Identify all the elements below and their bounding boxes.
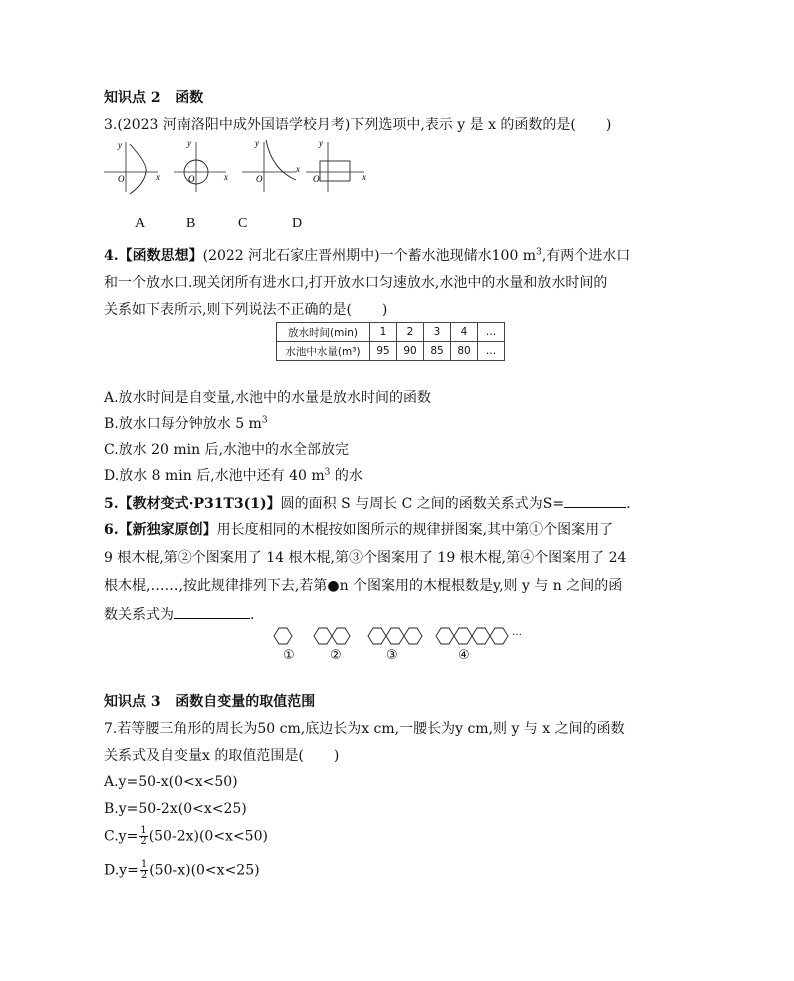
answer-blank[interactable] — [174, 604, 250, 619]
question-6-line-1: 6.【新独家原创】用长度相同的木棍按如图所示的规律拼图案,其中第①个图案用了 — [104, 522, 614, 538]
svg-text:O: O — [188, 174, 195, 184]
answer-blank[interactable] — [564, 493, 626, 508]
svg-text:x: x — [224, 172, 228, 182]
hexagon-pattern-figure — [270, 624, 530, 648]
question-7-option-b[interactable]: B.y=50-2x(0<x<25) — [104, 801, 247, 817]
section-label: 知识点 2 — [104, 90, 161, 106]
table-header-cell: 放水时间(min) — [277, 323, 370, 342]
hexagon — [404, 628, 422, 644]
hexagon — [436, 628, 454, 644]
svg-text:y: y — [255, 138, 259, 148]
question-3-text: 3.(2023 河南洛阳中成外国语学校月考)下列选项中,表示 y 是 x 的函数的是( — [104, 117, 576, 133]
option-label-c[interactable]: C — [238, 216, 248, 231]
section-title: 函数自变量的取值范围 — [175, 694, 316, 710]
hexagon — [274, 628, 292, 644]
hexagon — [386, 628, 404, 644]
table-row — [277, 323, 505, 342]
svg-text:O: O — [118, 174, 125, 184]
table-cell: … — [478, 323, 505, 342]
hexagon — [490, 628, 508, 644]
table-cell: 95 — [370, 342, 397, 361]
question-6-line-2: 9 根木棍,第②个图案用了 14 根木棍,第③个图案用了 19 根木棍,第④个图案用了 24 — [104, 550, 627, 566]
option-label-a[interactable]: A — [135, 216, 146, 231]
figure-label-2: ② — [330, 648, 342, 663]
graph-a — [104, 140, 160, 194]
question-4-line-2: 和一个放水口.现关闭所有进水口,打开放水口匀速放水,水池中的水量和放水时间的 — [104, 275, 608, 291]
question-4-option-c[interactable]: C.放水 20 min 后,水池中的水全部放完 — [104, 442, 350, 458]
question-7-line-1: 7.若等腰三角形的周长为50 cm,底边长为x cm,一腰长为y cm,则 y 与 x 之间的函数 — [104, 721, 625, 737]
question-6-tag: 6.【新独家原创】 — [104, 522, 217, 538]
question-4-line-3: 关系如下表所示,则下列说法不正确的是( ) — [104, 302, 388, 318]
question-6-line-3: 根木棍,……,按此规律排列下去,若第●n 个图案用的木棍根数是y,则 y 与 n 之间的函 — [104, 578, 623, 594]
svg-text:O: O — [313, 174, 320, 184]
table-cell: 3 — [424, 323, 451, 342]
ellipsis: ··· — [512, 630, 522, 641]
svg-text:x: x — [296, 164, 300, 174]
table-cell: 80 — [451, 342, 478, 361]
section-3-heading — [104, 692, 315, 712]
table-cell: … — [478, 342, 505, 361]
option-label-d[interactable]: D — [292, 216, 303, 231]
section-label: 知识点 3 — [104, 694, 161, 710]
graph-d — [306, 138, 366, 192]
table-cell: 85 — [424, 342, 451, 361]
question-4-option-a[interactable]: A.放水时间是自变量,水池中的水量是放水时间的函数 — [104, 390, 432, 406]
question-4-option-b[interactable]: B.放水口每分钟放水 5 $m^3$ — [104, 415, 268, 432]
graph-b — [174, 138, 228, 192]
question-4-option-d[interactable]: D.放水 8 min 后,水池中还有 40 $m^3$ 的水 — [104, 467, 363, 484]
question-7-line-2: 关系式及自变量x 的取值范围是( ) — [104, 748, 340, 764]
svg-text:y: y — [187, 138, 191, 148]
svg-text:y: y — [319, 138, 323, 148]
hexagon — [454, 628, 472, 644]
fraction-one-half: $\frac{1}{2}$ — [140, 859, 148, 881]
svg-text:x: x — [156, 172, 160, 182]
hexagon — [472, 628, 490, 644]
graph-c — [242, 138, 300, 192]
question-7-option-a[interactable]: A.y=50-x(0<x<50) — [104, 774, 238, 790]
hexagon — [368, 628, 386, 644]
table-row — [277, 342, 505, 361]
svg-text:y: y — [118, 140, 122, 150]
question-3: 3.(2023 河南洛阳中成外国语学校月考)下列选项中,表示 y 是 x 的函数的是( ) — [104, 117, 612, 133]
table-header-cell: 水池中水量(m³) — [277, 342, 370, 361]
question-5-tag: 5.【教材变式·P31T3(1)】 — [104, 496, 281, 512]
figure-label-1: ① — [283, 648, 295, 663]
figure-label-3: ③ — [386, 648, 398, 663]
question-4-line-1: 4.【函数思想】(2022 河北石家庄晋州期中)一个蓄水池现储水100 $m^3$,有两个进水口 — [104, 247, 631, 264]
fraction-one-half: $\frac{1}{2}$ — [140, 825, 147, 847]
question-4-tag: 4.【函数思想】 — [104, 248, 203, 264]
option-label-b[interactable]: B — [186, 216, 196, 231]
svg-text:x: x — [362, 172, 366, 182]
question-3-graphs — [100, 136, 370, 196]
table-cell: 4 — [451, 323, 478, 342]
section-title: 函数 — [175, 90, 204, 106]
table-cell: 1 — [370, 323, 397, 342]
question-6-line-4: 数关系式为 . — [104, 604, 254, 625]
hexagon — [314, 628, 332, 644]
question-5: 5.【教材变式·P31T3(1)】圆的面积 S 与周长 C 之间的函数关系式为S= . — [104, 493, 631, 514]
water-table — [276, 322, 505, 361]
question-7-option-d[interactable]: D.y= $\frac{1}{2}$ (50-x)(0<x<25) — [104, 859, 260, 881]
table-cell: 2 — [397, 323, 424, 342]
figure-label-4: ④ — [458, 648, 470, 663]
hexagon — [332, 628, 350, 644]
question-7-option-c[interactable]: C.y= $\frac{1}{2}$ (50-2x)(0<x<50) — [104, 825, 268, 847]
table-cell: 90 — [397, 342, 424, 361]
section-2-heading — [104, 88, 203, 108]
svg-text:O: O — [256, 174, 263, 184]
